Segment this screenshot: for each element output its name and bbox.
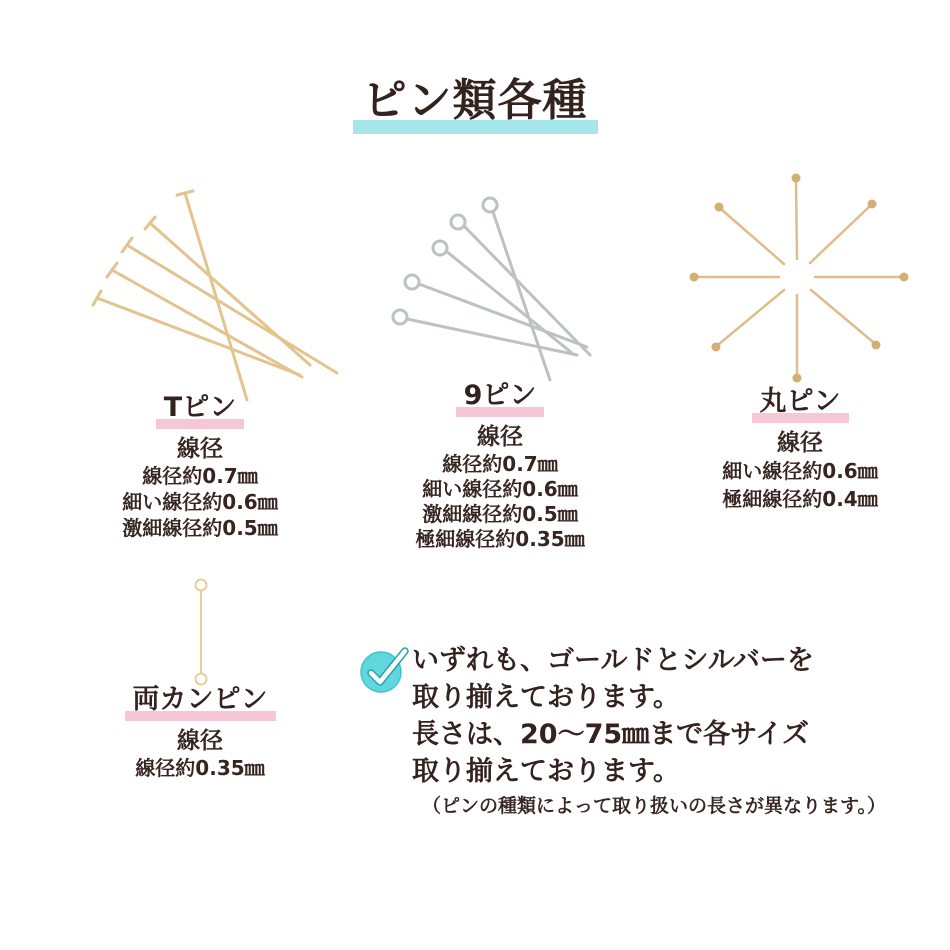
check-icon [360, 644, 412, 698]
note-line: 取り揃えております。 [412, 682, 680, 713]
round-pin-name: 丸ピン [655, 386, 945, 423]
page-title [0, 64, 950, 134]
note-subnote: （ピンの種類によって取り扱いの長さが異なります。） [422, 795, 886, 817]
t-pin-name: Tピン [60, 392, 340, 429]
spec-line: 線径約0.7㎜ [442, 452, 558, 476]
t-pin-info [60, 392, 340, 541]
both-loop-pin-name: 両カンピン [60, 684, 340, 721]
note-line: 取り揃えております。 [412, 756, 680, 787]
spec-line: 細い線径約0.6㎜ [122, 490, 278, 514]
availability-note [412, 642, 892, 819]
both-loop-pin-image [178, 576, 224, 688]
spec-line: 線径約0.7㎜ [142, 464, 258, 488]
both-loop-pin-info [60, 684, 340, 781]
diameter-label: 線径 [777, 430, 823, 456]
nine-pin-name: 9ピン [355, 380, 645, 417]
spec-line: 激細線径約0.5㎜ [122, 516, 278, 540]
spec-line: 細い線径約0.6㎜ [722, 459, 878, 483]
note-line: いずれも、ゴールドとシルバーを [412, 645, 814, 676]
page-title-text: ピン類各種 [353, 64, 598, 134]
diameter-label: 線径 [177, 728, 223, 754]
round-pin-info [655, 386, 945, 513]
nine-pin-image [380, 180, 620, 390]
round-pin-image [680, 158, 920, 390]
spec-line: 細い線径約0.6㎜ [422, 477, 578, 501]
diameter-label: 線径 [177, 436, 223, 462]
note-line: 長さは、20〜75㎜まで各サイズ [412, 719, 809, 750]
spec-line: 極細線径約0.35㎜ [415, 527, 585, 551]
t-pin-image [85, 178, 345, 408]
spec-line: 激細線径約0.5㎜ [422, 502, 578, 526]
spec-line: 線径約0.35㎜ [135, 756, 265, 780]
nine-pin-info [355, 380, 645, 551]
spec-line: 極細線径約0.4㎜ [722, 487, 878, 511]
diameter-label: 線径 [477, 424, 523, 450]
